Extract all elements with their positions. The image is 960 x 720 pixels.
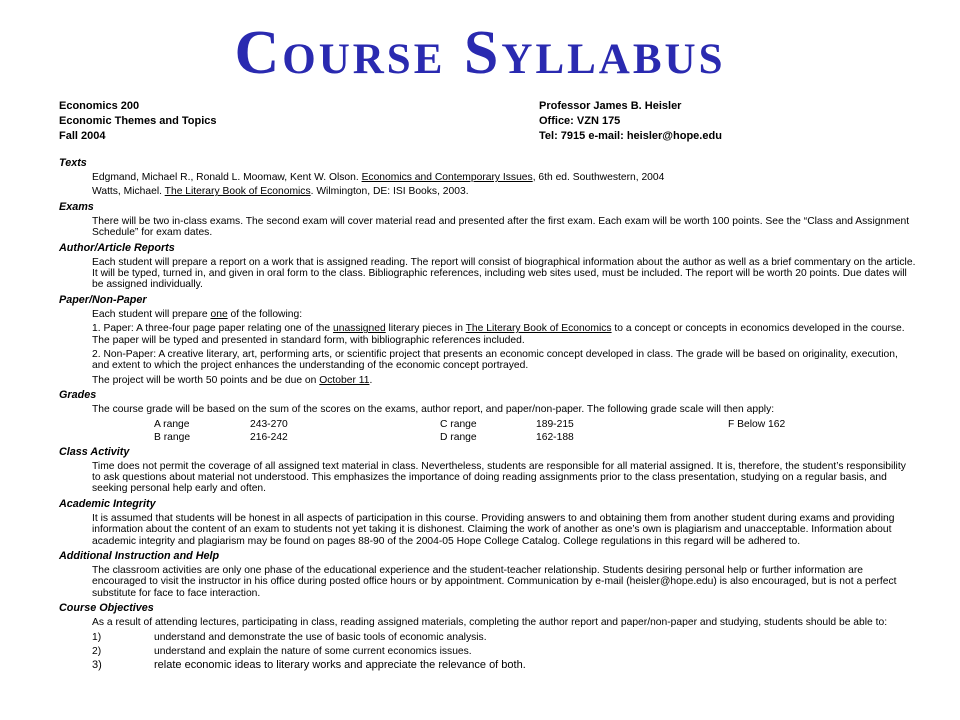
paper-option-1 (92, 323, 917, 346)
text-book-1 (92, 172, 917, 183)
grade-row (154, 419, 917, 430)
instructor-contact: Tel: 7915 e-mail: heisler@hope.edu (539, 130, 722, 142)
book2-author: Watts, Michael. (92, 186, 165, 198)
course-term: Fall 2004 (59, 130, 106, 142)
academic-integrity-heading: Academic Integrity (59, 497, 156, 510)
paper-intro-u: one (210, 308, 228, 320)
paper-option-2: 2. Non-Paper: A creative literary, art, performing arts, or scientific project that presents an economic concept developed in class. The grade will be based on originality, execution, and extent to which the project enhances the understanding of the economic concept portrayed. (92, 349, 898, 372)
academic-integrity-text: It is assumed that students will be honest in all aspects of participation in this course. Providing answers to and obtaining them from another student during exams and providing information about the content of an exam to students not yet taking it is dishonest. Claiming the work of another as one’s own is plagiarism and unacceptable. Information about academic integrity and plagiarism may be found on pages 88-90 of the 2004-05 Hope College Catalog. College regulations in this regard will be adhered to. (92, 512, 895, 547)
paper-due (92, 375, 917, 386)
grade-range: 216-242 (250, 432, 288, 444)
book2-publisher: . Wilmington, DE: ISI Books, 2003. (310, 186, 469, 198)
book2-title: The Literary Book of Economics (164, 186, 311, 198)
grade-f: F Below 162 (728, 418, 786, 430)
class-activity-text: Time does not permit the coverage of all assigned text material in class. Nevertheless, students are responsible for all material assigned. It is, therefore, the student’s responsibility to ask questions about material not understood. This emphasizes the importance of doing reading assignments prior to the class presentation, studying on a regular basis, and seeking personal help early and often. (92, 460, 906, 495)
instructor-office: Office: VZN 175 (539, 115, 621, 127)
grade-label: C range (440, 418, 477, 430)
book1-edition: , 6th ed. Southwestern, 2004 (532, 172, 665, 183)
paper-due-date: October 11 (319, 374, 370, 386)
objective-text: relate economic ideas to literary works and appreciate the relevance of both. (154, 659, 526, 672)
objective-text: understand and demonstrate the use of basic tools of economic analysis. (154, 631, 487, 643)
paper-item1-b: literary pieces in (385, 323, 466, 335)
paper-item1-c: to a concept or concepts in economics developed in the course. The paper will be typed and presented in standard form, with bibliographic references included. (92, 323, 905, 346)
grade-range: 162-188 (536, 432, 574, 444)
syllabus-body (59, 155, 917, 675)
grades-heading: Grades (59, 389, 97, 402)
grade-label: B range (154, 432, 191, 444)
paper-intro-a: Each student will prepare (92, 308, 211, 320)
grade-range: 189-215 (536, 418, 574, 430)
course-objectives-text: As a result of attending lectures, participating in class, reading assigned materials, completing the author report and paper/non-paper and studying, students should be able to: (92, 617, 888, 629)
instructor-name: Professor James B. Heisler (539, 100, 682, 112)
page-title: Course Syllabus (234, 19, 726, 87)
course-objectives-heading: Course Objectives (59, 602, 154, 615)
paper-due-a: The project will be worth 50 points and be due on (92, 374, 320, 386)
exams-text: There will be two in-class exams. The second exam will cover material read and presented after the first exam. Each exam will be worth 100 points. See the “Class and Assignment Schedule” for exam dates. (92, 215, 910, 239)
grade-row (154, 432, 917, 443)
objective-item (92, 646, 917, 657)
instructor-info (539, 99, 722, 144)
course-info (59, 99, 217, 144)
exams-heading: Exams (59, 200, 94, 213)
paper-item1-u2: The Literary Book of Economics (465, 323, 612, 335)
grade-range: 243-270 (250, 418, 288, 430)
grade-label: D range (440, 432, 477, 444)
course-name: Economic Themes and Topics (59, 115, 217, 127)
paper-due-b: . (369, 374, 373, 386)
additional-help-text: The classroom activities are only one phase of the educational experience and the student-teacher relationship. Students desiring personal help or further information are encouraged to visit the instructor in his office during posted office hours or by appointment. Communication by e-mail (heisler@hope.edu) is also encouraged, but is not a perfect substitute for face to face interaction. (92, 564, 897, 599)
paper-heading: Paper/Non-Paper (59, 293, 147, 306)
text-book-2 (92, 186, 917, 197)
objective-number: 2) (92, 645, 102, 657)
objective-number: 1) (92, 631, 102, 643)
class-activity-heading: Class Activity (59, 445, 130, 458)
texts-heading: Texts (59, 157, 87, 169)
paper-item1-u1: unassigned (333, 323, 386, 335)
author-reports-heading: Author/Article Reports (59, 241, 175, 254)
paper-intro-b: of the following: (227, 308, 303, 320)
paper-intro (92, 309, 917, 320)
paper-item1-a: 1. Paper: A three-four page paper relating one of the (92, 323, 334, 335)
author-reports-text: Each student will prepare a report on a work that is assigned reading. The report will consist of biographical information about the author as well as a brief commentary on the article. It will be typed, turned in, and given in oral form to the class. Bibliographic references, including web sites used, must be included. The report will be worth 20 points. Due dates will be assigned individually. (92, 256, 916, 291)
book1-title: Economics and Contemporary Issues (361, 172, 533, 183)
course-number: Economics 200 (59, 100, 140, 112)
grades-text: The course grade will be based on the sum of the scores on the exams, author report, and paper/non-paper. The following grade scale will then apply: (92, 404, 775, 416)
objective-item (92, 660, 917, 671)
grade-label: A range (154, 418, 190, 430)
objective-item (92, 632, 917, 643)
objective-number: 3) (92, 659, 102, 672)
book1-authors: Edgmand, Michael R., Ronald L. Moomaw, Kent W. Olson. (92, 172, 362, 183)
objective-text: understand and explain the nature of some current economics issues. (154, 645, 472, 657)
additional-help-heading: Additional Instruction and Help (59, 549, 220, 562)
